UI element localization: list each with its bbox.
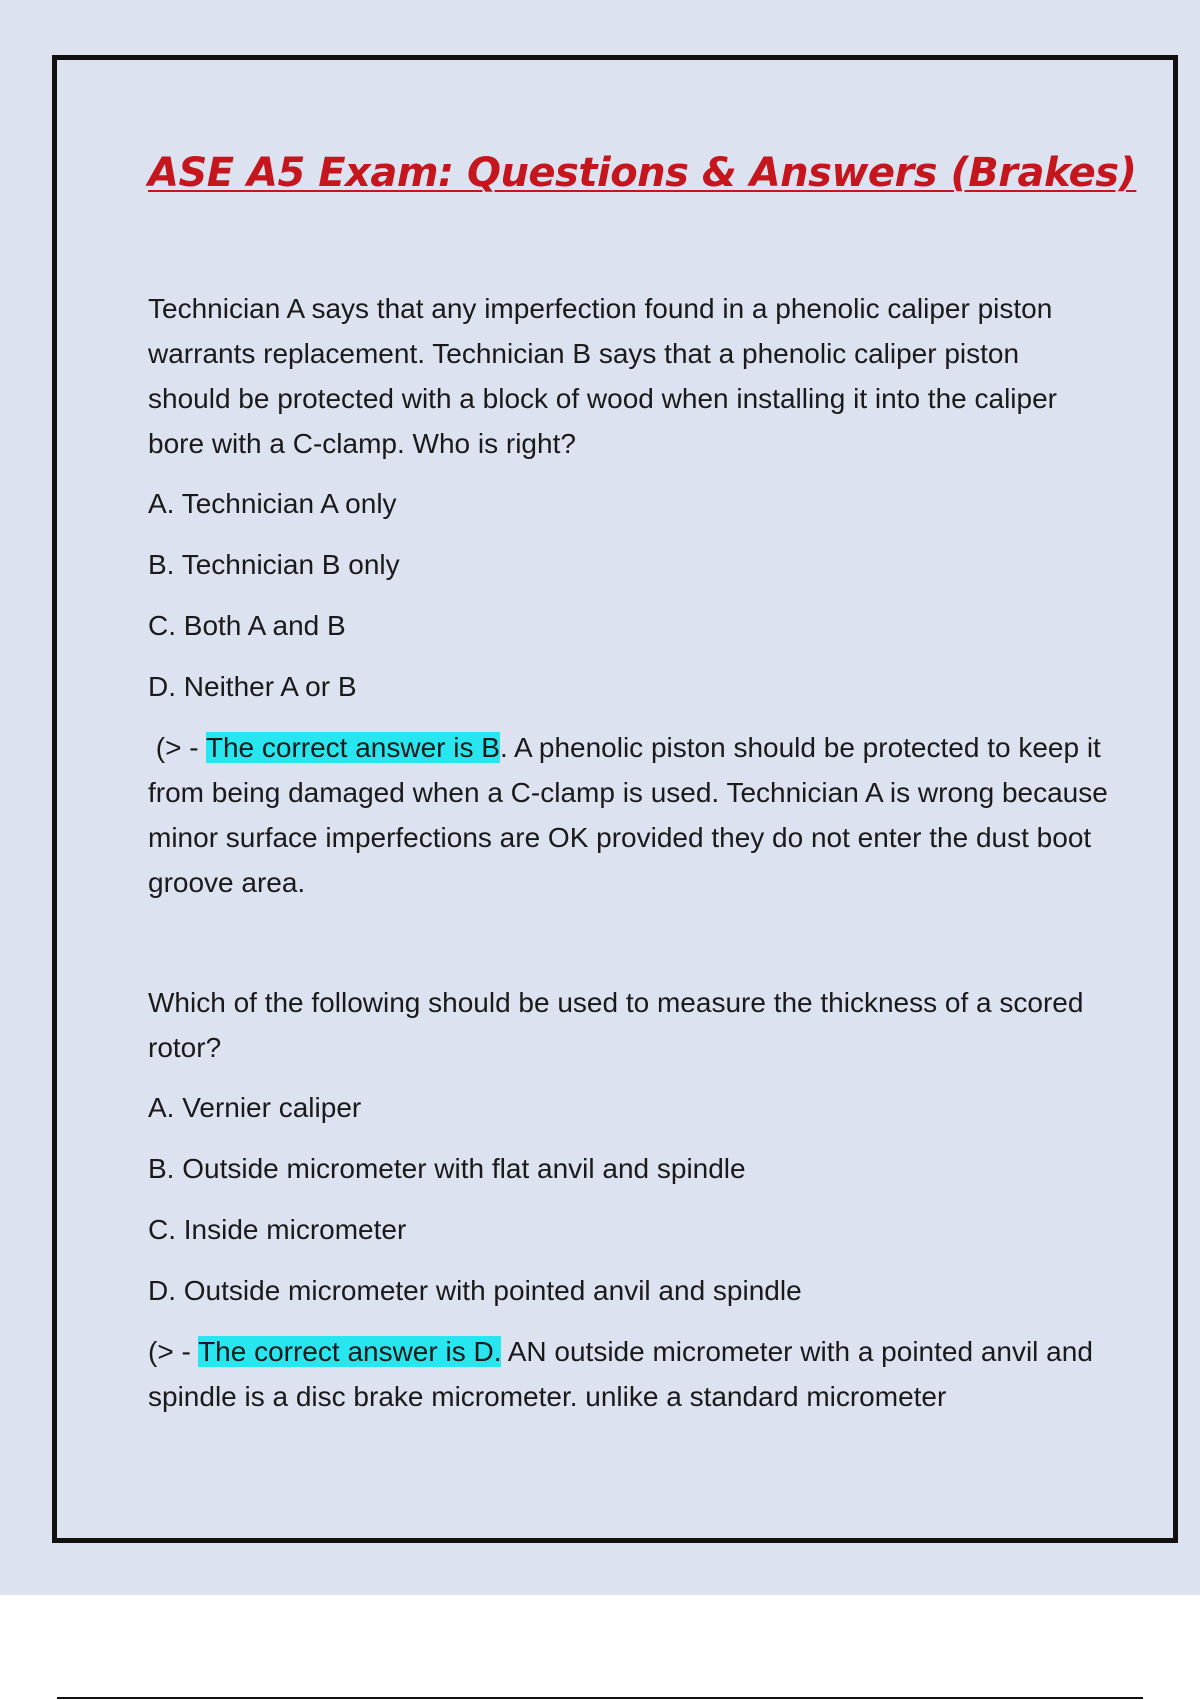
answer-prefix: (> - [148,732,206,763]
correct-answer-highlight: The correct answer is D. [198,1336,502,1367]
answer-option-c: C. Inside micrometer [148,1214,407,1245]
question-text: Which of the following should be used to measure the thickness of a scored rotor? [148,987,1084,1063]
correct-answer-highlight: The correct answer is B [205,732,500,763]
answer-option-d: D. Neither A or B [148,671,357,702]
answer-explanation [148,725,1108,905]
answer-option-b: B. Outside micrometer with flat anvil and spindle [148,1153,746,1184]
footer-divider [57,1697,1143,1699]
answer-explanation [148,1329,1108,1419]
answer-option-a: A. Vernier caliper [148,1092,362,1123]
question-text: Technician A says that any imperfection found in a phenolic caliper piston warrants replacement. Technician B says that a phenolic caliper piston should be protected with a block of wood when installing it into the caliper bore with a C-clamp. Who is right? [148,293,1057,459]
answer-option-c: C. Both A and B [148,610,346,641]
block-spacer [148,905,1108,980]
answer-explanation-text: . A phenolic piston should be protected to keep it from being damaged when a C-clamp is used. Technician A is wrong because minor surface imperfections are OK provided they do not enter the dust boot groove area. [148,732,1108,898]
answer-prefix: (> - [148,1336,199,1367]
answer-option-a: A. Technician A only [148,488,397,519]
answer-explanation-text: AN outside micrometer with a pointed anvil and spindle is a disc brake micrometer. unlike a standard micrometer [148,1336,1093,1412]
answer-option-b: B. Technician B only [148,549,400,580]
question-block-2 [148,980,1108,1419]
answer-option-d: D. Outside micrometer with pointed anvil and spindle [148,1275,802,1306]
document-content [148,150,1137,1419]
document-title: ASE A5 Exam: Questions & Answers (Brakes) [148,150,1137,196]
question-block-1 [148,286,1108,905]
